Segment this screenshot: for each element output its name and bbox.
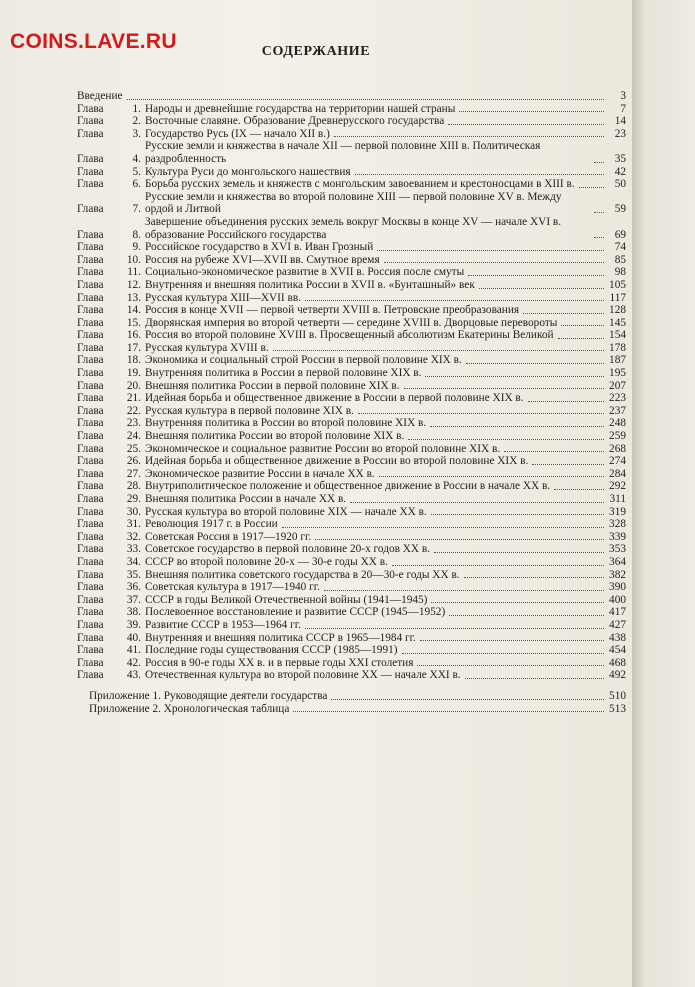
toc-chapter-row <box>77 606 626 619</box>
appendix-page: 513 <box>609 702 626 715</box>
chapter-label: Глава <box>77 493 104 505</box>
toc-chapter-row <box>77 443 626 456</box>
toc-chapter-row <box>77 178 626 191</box>
dot-leader <box>127 99 604 100</box>
chapter-page: 311 <box>609 493 626 505</box>
chapter-label: Глава <box>77 669 104 682</box>
chapter-title: Завершение объединения русских земель вокруг Москвы в конце XV — начале XVI в. образование Российского государства <box>145 215 562 241</box>
section-gap <box>77 682 626 690</box>
dot-leader <box>355 174 604 175</box>
chapter-title: Борьба русских земель и княжеств с монгольским завоеванием и крестоносцами в XIII в. <box>145 178 575 191</box>
chapter-page: 117 <box>609 291 626 304</box>
chapter-number: 21. <box>126 392 141 405</box>
chapter-label: Глава <box>77 417 104 430</box>
chapter-page: 259 <box>609 430 626 443</box>
chapter-number: 7. <box>132 203 141 216</box>
chapter-page: 468 <box>609 656 626 669</box>
toc-appendix-row <box>77 703 626 716</box>
chapter-number: 20. <box>126 379 141 392</box>
toc-chapter-row <box>77 380 626 393</box>
chapter-number: 1. <box>132 102 141 115</box>
dot-leader <box>532 464 604 465</box>
chapter-label: Глава <box>77 644 104 657</box>
chapter-title: Внутренняя политика в России во второй половине XIX в. <box>145 417 427 430</box>
chapter-number: 14. <box>126 304 141 317</box>
chapter-label: Глава <box>77 455 104 468</box>
chapter-number: 27. <box>126 467 141 480</box>
chapter-title: Советская Россия в 1917—1920 гг. <box>145 530 312 543</box>
chapter-label: Глава <box>77 253 104 266</box>
chapter-page: 382 <box>609 568 626 581</box>
toc-chapter-row <box>77 581 626 594</box>
chapter-page: 237 <box>609 404 626 417</box>
toc-chapter-row <box>77 480 626 493</box>
chapter-number: 36. <box>126 581 141 594</box>
chapter-number: 24. <box>126 430 141 443</box>
chapter-number: 26. <box>126 455 141 468</box>
chapter-label: Глава <box>77 568 104 581</box>
chapter-page: 207 <box>609 379 626 392</box>
chapter-title: Русская культура во второй половине XIX — начале XX в. <box>145 505 427 518</box>
chapter-label: Глава <box>77 555 104 568</box>
dot-leader <box>466 363 604 364</box>
chapter-page: 7 <box>620 102 626 115</box>
toc-chapter-row <box>77 430 626 443</box>
dot-leader <box>334 136 604 137</box>
toc-chapter-row <box>77 103 626 116</box>
toc-chapter-row <box>77 329 626 342</box>
dot-leader <box>504 451 604 452</box>
dot-leader <box>377 250 604 251</box>
chapter-number: 5. <box>132 165 141 178</box>
chapter-label: Глава <box>77 480 104 493</box>
chapter-page: 14 <box>614 115 626 128</box>
chapter-page: 492 <box>609 669 626 682</box>
chapter-title: Народы и древнейшие государства на территории нашей страны <box>145 102 456 115</box>
chapter-title: Российское государство в XVI в. Иван Грозный <box>145 241 374 254</box>
chapter-page: 187 <box>609 354 626 367</box>
chapter-title: Внешняя политика России во второй половине XIX в. <box>145 430 405 443</box>
dot-leader <box>384 262 604 263</box>
dot-leader <box>449 615 604 616</box>
toc-intro-text: Введение <box>77 90 123 102</box>
chapter-number: 32. <box>126 530 141 543</box>
toc-chapter-row <box>77 317 626 330</box>
chapter-number: 2. <box>132 115 141 128</box>
chapter-number: 43. <box>126 669 141 682</box>
chapter-title: Социально-экономическое развитие в XVII в. Россия после смуты <box>145 266 465 279</box>
chapter-label: Глава <box>77 442 104 455</box>
chapter-title: Россия в 90-е годы XX в. и в первые годы XXI столетия <box>145 656 414 669</box>
chapter-number: 4. <box>132 152 141 165</box>
chapter-number: 15. <box>126 316 141 329</box>
chapter-page: 23 <box>614 127 626 140</box>
chapter-number: 12. <box>126 278 141 291</box>
chapter-page: 390 <box>609 581 626 594</box>
toc-chapter-row <box>77 619 626 632</box>
chapter-label: Глава <box>77 278 104 291</box>
chapter-label: Глава <box>77 367 104 380</box>
chapter-label: Глава <box>77 102 104 115</box>
chapter-number: 30. <box>126 505 141 518</box>
dot-leader <box>468 275 604 276</box>
chapter-page: 50 <box>614 178 626 191</box>
chapter-number: 25. <box>126 442 141 455</box>
toc-chapter-row <box>77 518 626 531</box>
chapter-label: Глава <box>77 631 104 644</box>
chapter-number: 10. <box>126 253 141 266</box>
chapter-label: Глава <box>77 379 104 392</box>
chapter-number: 22. <box>126 404 141 417</box>
toc-chapter-row <box>77 569 626 582</box>
toc-chapter-row <box>77 354 626 367</box>
chapter-title: Русская культура в первой половине XIX в. <box>145 404 354 417</box>
chapter-title: Россия во второй половине XVIII в. Просвещенный абсолютизм Екатерины Великой <box>145 329 554 342</box>
chapter-page: 292 <box>609 480 626 493</box>
chapter-page: 128 <box>609 304 626 317</box>
chapter-title: Внешняя политика советского государства в 20—30-е годы XX в. <box>145 568 460 581</box>
chapter-title: Революция 1917 г. в России <box>145 518 278 531</box>
toc-chapter-row <box>77 417 626 430</box>
chapter-page: 438 <box>609 631 626 644</box>
chapter-label: Глава <box>77 518 104 531</box>
toc-chapter-row <box>77 266 626 279</box>
dot-leader <box>404 388 604 389</box>
chapter-number: 16. <box>126 329 141 342</box>
chapter-page: 98 <box>614 266 626 279</box>
chapter-number: 11. <box>127 266 141 279</box>
chapter-label: Глава <box>77 430 104 443</box>
toc-chapter-row <box>77 556 626 569</box>
chapter-title: Внешняя политика России в начале XX в. <box>145 493 347 505</box>
dot-leader <box>558 338 604 339</box>
chapter-number: 18. <box>126 354 141 367</box>
toc-chapter-row <box>77 531 626 544</box>
chapter-page: 105 <box>609 278 626 291</box>
chapter-number: 34. <box>126 555 141 568</box>
dot-leader <box>282 527 604 528</box>
dot-leader <box>561 325 604 326</box>
chapter-label: Глава <box>77 341 104 354</box>
dot-leader <box>523 313 604 314</box>
dot-leader <box>594 212 604 213</box>
dot-leader <box>431 602 604 603</box>
chapter-label: Глава <box>77 505 104 518</box>
dot-leader <box>392 565 604 566</box>
dot-leader <box>358 413 604 414</box>
chapter-page: 85 <box>614 253 626 266</box>
table-of-contents <box>77 90 626 715</box>
page-title: СОДЕРЖАНИЕ <box>261 44 371 59</box>
dot-leader <box>420 640 604 641</box>
chapter-title: Внешняя политика России в первой половине XIX в. <box>145 379 400 392</box>
page-edge <box>632 0 695 987</box>
toc-chapter-row <box>77 493 626 506</box>
toc-chapter-row <box>77 304 626 317</box>
chapter-title: Экономическое и социальное развитие России во второй половине XIX в. <box>145 442 501 455</box>
dot-leader <box>379 476 604 477</box>
chapter-label: Глава <box>77 329 104 342</box>
chapter-page: 417 <box>609 606 626 619</box>
toc-intro-row <box>77 90 626 103</box>
chapter-title: Русские земли и княжества в начале XII — первой половине XIII в. Политическая раздробленность <box>145 140 541 165</box>
chapter-title: Русские земли и княжества во второй половине XIII — первой половине XV в. Между ордой и Литвой <box>145 190 562 216</box>
chapter-label: Глава <box>77 241 104 254</box>
chapter-number: 8. <box>132 228 141 241</box>
chapter-title: Советская культура в 1917—1940 гг. <box>145 581 320 594</box>
dot-leader <box>293 711 604 712</box>
chapter-label: Глава <box>77 606 104 619</box>
chapter-page: 35 <box>614 152 626 165</box>
chapter-title: СССР в годы Великой Отечественной войны (1941—1945) <box>145 593 428 606</box>
chapter-page: 154 <box>609 329 626 342</box>
chapter-page: 454 <box>609 644 626 657</box>
chapter-page: 178 <box>609 341 626 354</box>
chapter-title: Россия в конце XVII — первой четверти XVIII в. Петровские преобразования <box>145 304 520 317</box>
dot-leader <box>479 288 604 289</box>
appendix-title: Приложение 2. Хронологическая таблица <box>89 702 290 715</box>
chapter-title: Внутриполитическое положение и общественное движение в России в начале XX в. <box>145 480 551 493</box>
chapter-title: Русская культура XVIII в. <box>145 341 269 354</box>
chapter-number: 37. <box>126 593 141 606</box>
chapter-label: Глава <box>77 656 104 669</box>
toc-chapter-row <box>77 128 626 141</box>
chapter-label: Глава <box>77 127 104 140</box>
chapter-title: Развитие СССР в 1953—1964 гг. <box>145 618 301 631</box>
dot-leader <box>331 699 604 700</box>
chapter-label: Глава <box>77 354 104 367</box>
dot-leader <box>417 665 604 666</box>
toc-chapter-row <box>77 405 626 418</box>
chapter-page: 339 <box>609 530 626 543</box>
dot-leader <box>402 653 604 654</box>
toc-chapter-row <box>77 632 626 645</box>
toc-chapter-row <box>77 657 626 670</box>
toc-chapter-row <box>77 669 626 682</box>
appendix-title: Приложение 1. Руководящие деятели государства <box>89 689 328 702</box>
chapter-page: 364 <box>609 555 626 568</box>
chapter-title: Внутренняя и внешняя политика России в XVII в. «Бунташный» век <box>145 278 475 291</box>
dot-leader <box>554 489 604 490</box>
chapter-page: 145 <box>609 316 626 329</box>
dot-leader <box>579 187 604 188</box>
chapter-label: Глава <box>77 404 104 417</box>
chapter-number: 42. <box>126 656 141 669</box>
dot-leader <box>528 401 604 402</box>
dot-leader <box>273 350 604 351</box>
toc-chapter-row <box>77 367 626 380</box>
chapter-label: Глава <box>77 291 104 304</box>
dot-leader <box>315 539 604 540</box>
dot-leader <box>430 426 604 427</box>
chapter-page: 42 <box>614 165 626 178</box>
chapter-number: 33. <box>126 543 141 556</box>
toc-chapter-row <box>77 342 626 355</box>
toc-chapter-row <box>77 644 626 657</box>
chapter-label: Глава <box>77 115 104 128</box>
chapter-page: 248 <box>609 417 626 430</box>
appendix-page: 510 <box>609 689 626 702</box>
toc-chapter-row <box>77 543 626 556</box>
chapter-number: 13. <box>126 291 141 304</box>
chapter-label: Глава <box>77 178 104 191</box>
chapter-title: Восточные славяне. Образование Древнерусского государства <box>145 115 445 128</box>
chapter-label: Глава <box>77 228 104 241</box>
toc-chapter-row <box>77 115 626 128</box>
toc-appendix-row <box>77 690 626 703</box>
toc-chapter-row <box>77 594 626 607</box>
dot-leader <box>459 111 604 112</box>
watermark: COINS.LAVE.RU <box>10 30 177 53</box>
toc-chapter-row <box>77 241 626 254</box>
toc-chapter-row <box>77 166 626 179</box>
chapter-label: Глава <box>77 203 104 216</box>
dot-leader <box>465 678 604 679</box>
chapter-number: 35. <box>126 568 141 581</box>
chapter-number: 38. <box>126 606 141 619</box>
toc-chapter-row <box>77 140 626 165</box>
chapter-label: Глава <box>77 543 104 556</box>
dot-leader <box>305 300 604 301</box>
chapter-number: 31. <box>126 518 141 531</box>
chapter-label: Глава <box>77 593 104 606</box>
chapter-number: 6. <box>132 178 141 191</box>
toc-chapter-row <box>77 455 626 468</box>
chapter-title: Дворянская империя во второй четверти — середине XVIII в. Дворцовые перевороты <box>145 316 558 329</box>
toc-chapter-row <box>77 292 626 305</box>
chapter-title: Русская культура XIII—XVII вв. <box>145 291 301 304</box>
dot-leader <box>594 237 604 238</box>
chapter-page: 427 <box>609 618 626 631</box>
chapter-number: 19. <box>126 367 141 380</box>
chapter-number: 9. <box>132 241 141 254</box>
chapter-label: Глава <box>77 581 104 594</box>
chapter-label: Глава <box>77 618 104 631</box>
chapter-page: 274 <box>609 455 626 468</box>
chapter-number: 39. <box>126 618 141 631</box>
dot-leader <box>448 124 604 125</box>
chapter-page: 328 <box>609 518 626 531</box>
dot-leader <box>431 514 604 515</box>
chapter-title: Идейная борьба и общественное движение в России во второй половине XIX в. <box>145 455 529 468</box>
chapter-number: 17. <box>126 341 141 354</box>
chapter-title: Внутренняя и внешняя политика СССР в 1965—1984 гг. <box>145 631 416 644</box>
chapter-number: 29. <box>126 493 141 505</box>
toc-chapter-row <box>77 392 626 405</box>
chapter-page: 74 <box>614 241 626 254</box>
toc-intro-page: 3 <box>620 90 626 102</box>
chapter-page: 69 <box>614 228 626 241</box>
chapter-title: Культура Руси до монгольского нашествия <box>145 165 351 178</box>
chapter-label: Глава <box>77 392 104 405</box>
toc-chapter-row <box>77 191 626 216</box>
chapter-page: 284 <box>609 467 626 480</box>
dot-leader <box>434 552 604 553</box>
chapter-number: 40. <box>126 631 141 644</box>
chapter-label: Глава <box>77 304 104 317</box>
chapter-page: 223 <box>609 392 626 405</box>
toc-chapter-row <box>77 279 626 292</box>
toc-chapter-row <box>77 468 626 481</box>
chapter-page: 195 <box>609 367 626 380</box>
chapter-page: 319 <box>609 505 626 518</box>
chapter-label: Глава <box>77 467 104 480</box>
chapter-title: Советское государство в первой половине 20-х годов XX в. <box>145 543 431 556</box>
chapter-label: Глава <box>77 165 104 178</box>
chapter-number: 23. <box>126 417 141 430</box>
dot-leader <box>305 628 604 629</box>
dot-leader <box>464 577 604 578</box>
chapter-page: 400 <box>609 593 626 606</box>
chapter-page: 353 <box>609 543 626 556</box>
chapter-label: Глава <box>77 530 104 543</box>
chapter-page: 268 <box>609 442 626 455</box>
chapter-label: Глава <box>77 266 104 279</box>
dot-leader <box>350 502 604 503</box>
chapter-title: Внутренняя политика в России в первой половине XIX в. <box>145 367 422 380</box>
chapter-title: Отечественная культура во второй половине XX — начале XXI в. <box>145 669 461 682</box>
chapter-title: Идейная борьба и общественное движение в России в первой половине XIX в. <box>145 392 524 405</box>
dot-leader <box>408 439 604 440</box>
chapter-number: 28. <box>126 480 141 493</box>
chapter-title: Экономика и социальный строй России в первой половине XIX в. <box>145 354 462 367</box>
dot-leader <box>324 590 604 591</box>
chapter-page: 59 <box>614 203 626 216</box>
chapter-number: 41. <box>126 644 141 657</box>
chapter-number: 3. <box>132 127 141 140</box>
toc-chapter-row <box>77 254 626 267</box>
chapter-label: Глава <box>77 152 104 165</box>
chapter-label: Глава <box>77 316 104 329</box>
dot-leader <box>594 162 604 163</box>
toc-chapter-row <box>77 506 626 519</box>
chapter-title: СССР во второй половине 20-х — 30-е годы XX в. <box>145 555 388 568</box>
chapter-title: Последние годы существования СССР (1985—1991) <box>145 644 398 657</box>
chapter-title: Россия на рубеже XVI—XVII вв. Смутное время <box>145 253 380 266</box>
chapter-title: Государство Русь (IX — начало XII в.) <box>145 127 330 140</box>
chapter-title: Послевоенное восстановление и развитие СССР (1945—1952) <box>145 606 446 619</box>
chapter-title: Экономическое развитие России в начале XX в. <box>145 467 375 480</box>
dot-leader <box>425 376 604 377</box>
toc-chapter-row <box>77 216 626 241</box>
